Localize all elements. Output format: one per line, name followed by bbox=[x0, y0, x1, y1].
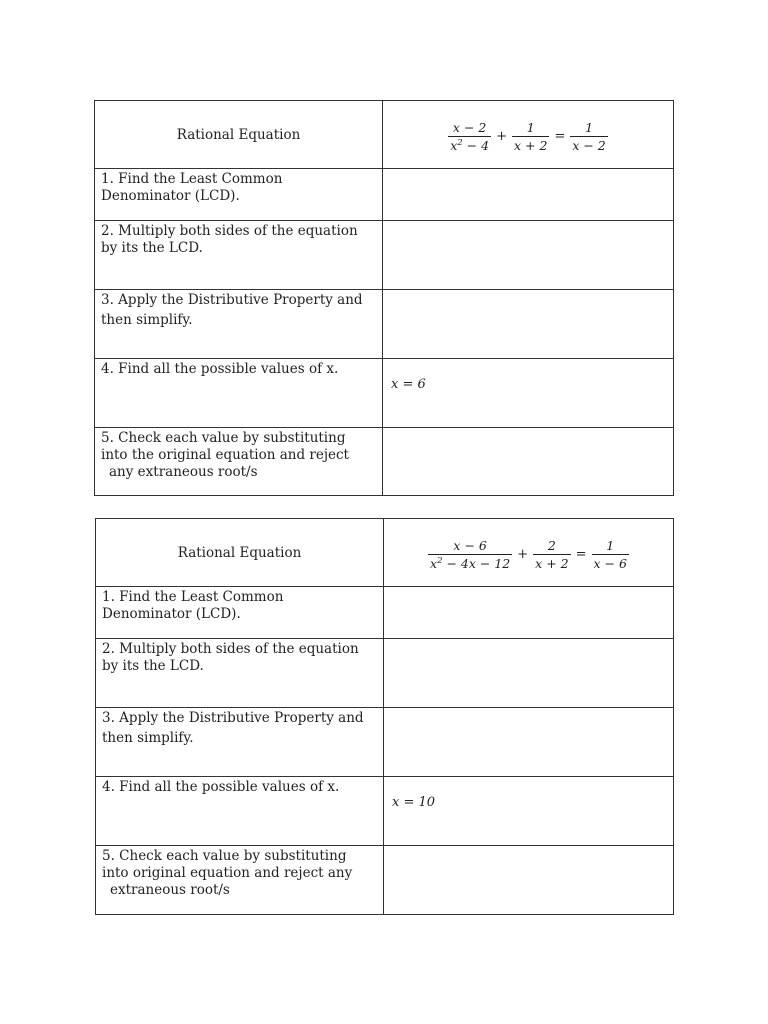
step-row-1 bbox=[96, 587, 674, 639]
answer-value: x = 6 bbox=[391, 377, 426, 392]
step-label: 4. Find all the possible values of x. bbox=[95, 359, 383, 428]
header-label: Rational Equation bbox=[96, 519, 384, 587]
answer-cell[interactable] bbox=[384, 639, 674, 708]
step-label: 4. Find all the possible values of x. bbox=[96, 777, 384, 846]
step-label: 5. Check each value by substituting into original equation and reject any extraneous root/s bbox=[96, 846, 384, 915]
step-row-5 bbox=[95, 428, 674, 496]
fraction-3: $\frac{1}{x - 6}$ bbox=[593, 537, 627, 571]
fraction-1: $\frac{x - 6}{x^2 - 4x - 12}$ bbox=[430, 537, 511, 571]
step-label: 5. Check each value by substituting into the original equation and reject any extraneous root/s bbox=[95, 428, 383, 496]
header-row bbox=[96, 519, 674, 587]
step-row-1 bbox=[95, 169, 674, 221]
step-row-4 bbox=[96, 777, 674, 846]
step-label: 2. Multiply both sides of the equation by its the LCD. bbox=[96, 639, 384, 708]
worksheet-table-2 bbox=[95, 518, 674, 915]
answer-cell[interactable] bbox=[383, 221, 674, 290]
step-label: 1. Find the Least Common Denominator (LCD). bbox=[96, 587, 384, 639]
answer-cell[interactable] bbox=[384, 846, 674, 915]
step-row-5 bbox=[96, 846, 674, 915]
step-row-3 bbox=[96, 708, 674, 777]
answer-cell[interactable] bbox=[384, 587, 674, 639]
answer-cell[interactable] bbox=[383, 359, 674, 428]
equation-cell bbox=[383, 101, 674, 169]
worksheet-table-1 bbox=[94, 100, 674, 496]
step-row-2 bbox=[95, 221, 674, 290]
step-label: 3. Apply the Distributive Property and then simplify. bbox=[95, 290, 383, 359]
fraction-3: $\frac{1}{x - 2}$ bbox=[572, 119, 606, 153]
header-row bbox=[95, 101, 674, 169]
step-row-2 bbox=[96, 639, 674, 708]
rational-equation: $\frac{x - 6}{x^2 - 4x - 12}$ + $\frac{2}{x + 2}$ = $\frac{1}{x - 6}$ bbox=[430, 537, 627, 571]
answer-value: x = 10 bbox=[392, 795, 436, 810]
answer-cell[interactable] bbox=[384, 777, 674, 846]
answer-cell[interactable] bbox=[383, 169, 674, 221]
header-label: Rational Equation bbox=[95, 101, 383, 169]
equation-cell bbox=[384, 519, 674, 587]
answer-cell[interactable] bbox=[383, 290, 674, 359]
step-row-3 bbox=[95, 290, 674, 359]
rational-equation: $\frac{x - 2}{x^2 - 4}$ + $\frac{1}{x + 2}$ = $\frac{1}{x - 2}$ bbox=[450, 119, 606, 153]
step-label: 2. Multiply both sides of the equation by its the LCD. bbox=[95, 221, 383, 290]
fraction-1: $\frac{x - 2}{x^2 - 4}$ bbox=[450, 119, 490, 153]
step-label: 3. Apply the Distributive Property and then simplify. bbox=[96, 708, 384, 777]
step-row-4 bbox=[95, 359, 674, 428]
fraction-2: $\frac{2}{x + 2}$ bbox=[535, 537, 569, 571]
answer-cell[interactable] bbox=[384, 708, 674, 777]
fraction-2: $\frac{1}{x + 2}$ bbox=[513, 119, 548, 153]
answer-cell[interactable] bbox=[383, 428, 674, 496]
step-label: 1. Find the Least Common Denominator (LCD). bbox=[95, 169, 383, 221]
